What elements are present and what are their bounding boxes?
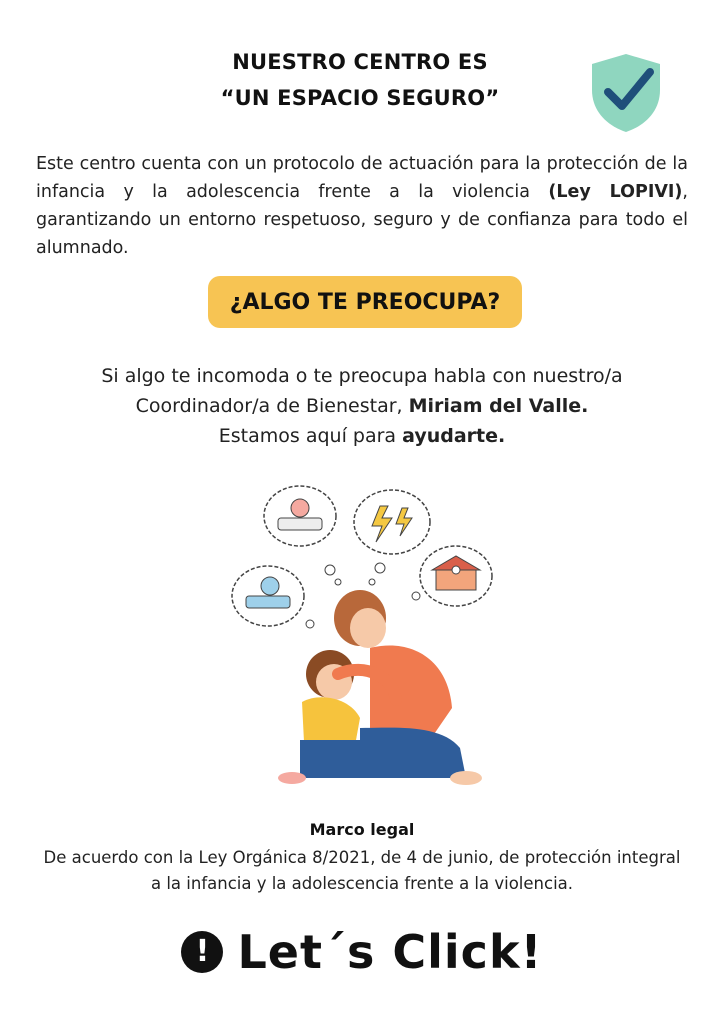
logo-mark-glyph: ! xyxy=(195,934,210,969)
exclamation-logo-icon xyxy=(181,931,223,973)
message-line-2-text: Coordinador/a de Bienestar, xyxy=(135,395,409,417)
intro-law-name: (Ley LOPIVI) xyxy=(548,182,683,202)
intro-paragraph xyxy=(36,150,688,262)
title-line-1: NUESTRO CENTRO ES xyxy=(232,50,488,74)
help-message xyxy=(40,361,684,451)
mother-hugging-child-illustration xyxy=(220,478,510,798)
lets-click-logo xyxy=(0,920,724,984)
coordinator-name: Miriam del Valle. xyxy=(408,395,589,417)
legal-text: De acuerdo con la Ley Orgánica 8/2021, de 4 de junio, de protección integral a la infancia y la adolescencia frente a la violencia. xyxy=(43,848,681,893)
thought-bubble-bed-sad xyxy=(264,486,336,546)
thought-bubble-bed-blue xyxy=(232,566,304,626)
message-line-3-text: Estamos aquí para xyxy=(218,425,403,447)
intro-text-after: , garantizando un entorno respetuoso, seguro y de confianza para todo el alumnado. xyxy=(36,182,688,258)
logo-text: Let´s Click! xyxy=(237,925,543,979)
thought-bubble-lightning xyxy=(354,490,430,554)
title-line-2: “UN ESPACIO SEGURO” xyxy=(220,86,500,110)
message-line-2 xyxy=(40,391,684,421)
message-help-word: ayudarte. xyxy=(402,425,506,447)
legal-title: Marco legal xyxy=(309,820,415,839)
callout-label: ¿ALGO TE PREOCUPA? xyxy=(229,289,501,315)
callout-banner xyxy=(208,276,522,328)
message-line-1: Si algo te incomoda o te preocupa habla con nuestro/a xyxy=(101,365,623,387)
intro-text-before: Este centro cuenta con un protocolo de actuación para la protección de la infancia y la adolescencia frente a la violencia xyxy=(36,154,688,202)
page-title xyxy=(150,44,570,116)
shield-check-icon xyxy=(584,50,668,134)
message-line-3 xyxy=(40,421,684,451)
thought-bubble-school xyxy=(420,546,492,606)
